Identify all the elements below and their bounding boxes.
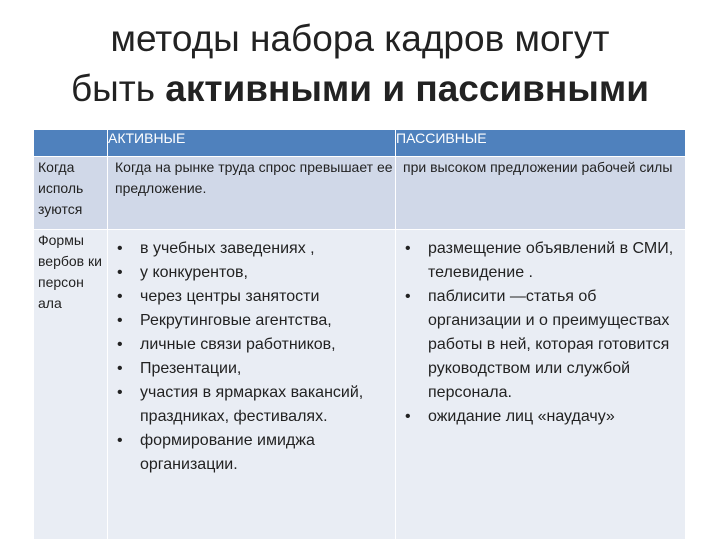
table-row-when-used [34, 157, 686, 230]
table-header-row [34, 130, 686, 157]
header-active: АКТИВНЫЕ [108, 130, 396, 157]
cell-when-passive: при высоком предложении рабочей силы [396, 157, 686, 230]
list-item: • Рекрутинговые агентства, [114, 309, 389, 333]
row-label-when-used: Когда исполь зуются [34, 157, 108, 230]
cell-forms-active [108, 230, 396, 540]
list-item: • личные связи работников, [114, 333, 389, 357]
title-line-1: методы набора кадров могут [110, 18, 610, 59]
cell-forms-passive [396, 230, 686, 540]
list-item: • паблисити —статья об организации и о преимуществах работы в ней, которая готовится руководством или службой персонала. [402, 285, 679, 405]
list-item: • через центры занятости [114, 285, 389, 309]
list-item: • участия в ярмарках вакансий, праздниках, фестивалях. [114, 381, 389, 429]
slide-title [0, 14, 720, 114]
list-item: • у конкурентов, [114, 261, 389, 285]
table-row-recruitment-forms [34, 230, 686, 540]
list-item: • размещение объявлений в СМИ, телевидение . [402, 237, 679, 285]
title-line-2-bold: активными и пассивными [165, 68, 649, 109]
cell-when-active: Когда на рынке труда спрос превышает ее предложение. [108, 157, 396, 230]
list-item: • ожидание лиц «наудачу» [402, 405, 679, 429]
list-item: • формирование имиджа организации. [114, 429, 389, 477]
title-line-2 [0, 64, 720, 114]
active-forms-list [114, 237, 389, 477]
title-line-2-prefix: быть [70, 68, 155, 109]
row-label-recruitment-forms: Формы вербов ки персон ала [34, 230, 108, 540]
header-empty-cell [34, 130, 108, 157]
passive-forms-list [402, 237, 679, 429]
header-passive: ПАССИВНЫЕ [396, 130, 686, 157]
list-item: • Презентации, [114, 357, 389, 381]
recruitment-methods-table [33, 129, 686, 540]
list-item: • в учебных заведениях , [114, 237, 389, 261]
